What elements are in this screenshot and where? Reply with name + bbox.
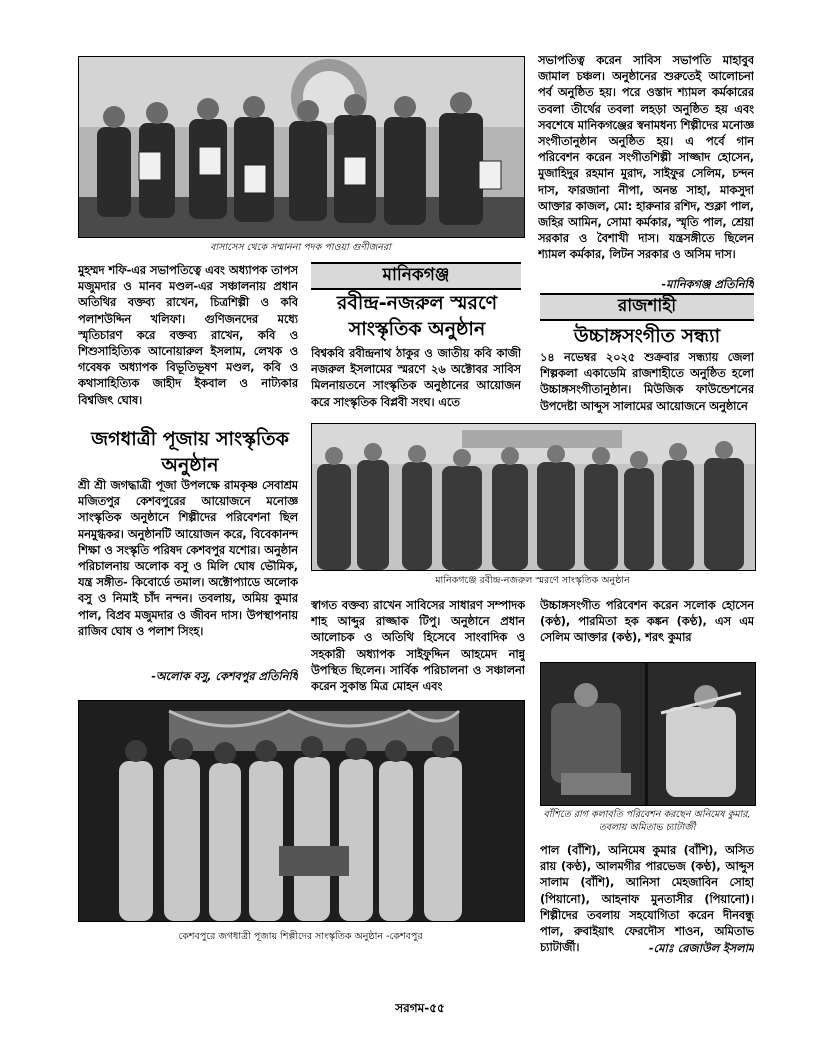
manikganj-event-photo	[311, 423, 756, 571]
right-column-manikganj-text: সভাপতিত্ব করেন সাবিস সভাপতি মাহাবুব জামাল চঞ্চল। অনুষ্ঠানের শুরুতেই আলোচনা পর্ব অনুষ্ঠিত হয়। পরে ওস্তাদ শ্যামল কর্মকারের তবলা তীর্থের তবলা লহড়া অনুষ্ঠিত হয় এবং সবশেষে মানিকগঞ্জের স্বনামধন্য শিল্পীদের মনোজ্ঞ সংগীতানুষ্ঠান অনুষ্ঠিত হয়। এ পর্বে গান পরিবেশন করেন সংগীতশিল্পী সাজ্জাদ হোসেন, মুজাহিদুর রহমান মুরাদ, সাইফুর সেলিম, চন্দন দাস, ফারজানা নীপা, অনন্ত সাহা, মাকসুদা আক্তার কাজল, মো: হারুনার রশিদ, শুক্লা পাল, জহির আমিন, সোমা কর্মকার, স্মৃতি পাল, শ্রেয়া সরকার ও বৈশাখী দাস। যন্ত্রসঙ্গীতে ছিলেন শ্যামল কর্মকার, লিটন সরকার ও অসিম দাস।	[538, 53, 754, 262]
jagadhatri-credit	[78, 668, 298, 688]
award-recipients-photo	[78, 56, 525, 238]
jagadhatri-headline: জগধাত্রী পূজায় সাংস্কৃতিক অনুষ্ঠান	[91, 428, 289, 476]
manikganj-credit-text: -মানিকগঞ্জ প্রতিনিধি	[661, 277, 754, 291]
rajshahi-credit	[540, 940, 754, 958]
flute-performance-photo	[540, 662, 756, 806]
rajshahi-headline: উচ্চাঙ্গসংগীত সন্ধ্যা	[573, 325, 721, 347]
manikganj-credit	[538, 276, 754, 294]
rajshahi-section-bar: রাজশাহী	[540, 293, 754, 321]
award-photo-caption: বাসাসেস থেকে সম্মাননা পদক পাওয়া গুণীজনরা	[210, 242, 391, 253]
keshabpur-photo-caption: কেশবপুরে জগধাত্রী পূজায় শিল্পীদের সাংস্কৃতিক অনুষ্ঠান -কেশবপুর	[178, 931, 423, 942]
keshabpur-performers-photo	[78, 700, 525, 922]
rajshahi-body-bottom: পাল (বাঁশি), অনিমেষ কুমার (বাঁশি), অসিত রায় (কণ্ঠ), আলমগীর পারভেজ (কণ্ঠ), আব্দুস সালাম (বাঁশি), আনিসা মেহজাবিন সোহা (পিয়ানো), আহনাফ মুনতাসীর (পিয়ানো)। শিল্পীদের তবলায় সহযোগিতা করেন দীনবন্ধু পাল, রুবাইয়াৎ ফেরদৌস শাওন, অমিতাভ চ্যাটার্জী।	[540, 843, 754, 955]
page-number: সরগম-৫৫	[395, 1001, 445, 1015]
rajshahi-credit-text: -মোঃ রেজাউল ইসলাম	[648, 941, 754, 955]
rajshahi-body-mid: উচ্চাঙ্গসংগীত পরিবেশন করেন সলোক হোসেন (কণ্ঠ), পারমিতা হক কঙ্কন (কণ্ঠ), এস এম সেলিম আক্তার (কণ্ঠ), শরৎ কুমার	[540, 598, 754, 645]
flute-photo-caption: বাঁশিতে রাগ কলাবতি পরিবেশন করছেন অনিমেষ কুমার, তবলায় অমিতাভ চ্যাটার্জী	[543, 809, 751, 833]
jagadhatri-credit-text: -অলোক বসু, কেশবপুর প্রতিনিধি	[151, 669, 298, 683]
rajshahi-body-top: ১৪ নভেম্বর ২০২৫ শুক্রবার সন্ধ্যায় জেলা শিল্পকলা একাডেমি রাজশাহীতে অনুষ্ঠিত হলো উচ্চাঙ্গসংগীতানুষ্ঠান। মিউজিক ফাউন্ডেশনের উপদেষ্টা আব্দুস সালামের আয়োজনে অনুষ্ঠানে	[540, 350, 754, 413]
manikganj-photo-caption: মানিকগঞ্জে রবীন্দ্র-নজরুল স্মরণে সাংস্কৃতিক অনুষ্ঠান	[435, 575, 630, 586]
left-column-intro-text: মুহম্মদ শফি-এর সভাপতিত্বে এবং অধ্যাপক তাপস মজুমদার ও মানব মণ্ডল-এর সঞ্চালনায় প্রধান অতিথির বক্তব্য রাখেন, চিত্রশিল্পী ও কবি পলাশউদ্দিন খলিফা। গুণিজনদের মধ্যে স্মৃতিচারণ করে বক্তব্য রাখেন, কবি ও শিশুসাহিত্যিক আনোয়ারুল ইসলাম, লেখক ও গবেষক অধ্যাপক বিভূতিভূষণ মণ্ডল, কবি ও কথাসাহিত্যিক জাহীদ ইকবাল ও নাট্যকার বিশ্বজিৎ ঘোষ।	[78, 263, 298, 407]
manikganj-body-top: বিশ্বকবি রবীন্দ্রনাথ ঠাকুর ও জাতীয় কবি কাজী নজরুল ইসলামের স্মরণে ২৬ অক্টোবর সাবিস মিলনায়তনে সাংস্কৃতিক অনুষ্ঠানের আয়োজন করে সাংস্কৃতিক বিপ্লবী সংঘ। এতে	[311, 346, 521, 409]
jagadhatri-body-text: শ্রী শ্রী জগদ্ধাত্রী পূজা উপলক্ষে রামকৃষ্ণ সেবাশ্রম মজিতপুর কেশবপুরের আয়োজনে মনোজ্ঞ সাংস্কৃতিক অনুষ্ঠানে শিল্পীদের পরিবেশনা ছিল মনমুগ্ধকর। অনুষ্ঠানটি আয়োজন করে, বিবেকানন্দ শিক্ষা ও সংস্কৃতি পরিষদ কেশবপুর যশোর। অনুষ্ঠান পরিচালনায় অলোক বসু ও মিলি ঘোষ ভৌমিক, যন্ত্র সঙ্গীত- কিবোর্ডে তমাল। অক্টোপ্যাডে অলোক বসু ও নিমাই চাঁদ নন্দন। তবলায়, অমিয় কুমার পাল, বিপ্রব মজুমদার ও জীবন দাস। উপস্থাপনায় রাজিব ঘোষ ও পলাশ সিংহ।	[78, 478, 298, 638]
manikganj-section-bar: মানিকগঞ্জ	[311, 262, 521, 290]
manikganj-body-bottom: স্বাগত বক্তব্য রাখেন সাবিসের সাধারণ সম্পাদক শাহ আব্দুর রাজ্জাক টিপু। অনুষ্ঠানে প্রধান আলোচক ও অতিথি হিসেবে সাংবাদিক ও সহকারী অধ্যাপক সাইফুদ্দিন আহমেদ নান্নু উপস্থিত ছিলেন। সার্বিক পরিচালনা ও সঞ্চালনা করেন সুকান্ত মিত্র মোহন এবং	[311, 598, 525, 694]
manikganj-headline: রবীন্দ্র-নজরুল স্মরণে সাংস্কৃতিক অনুষ্ঠান	[336, 292, 498, 340]
